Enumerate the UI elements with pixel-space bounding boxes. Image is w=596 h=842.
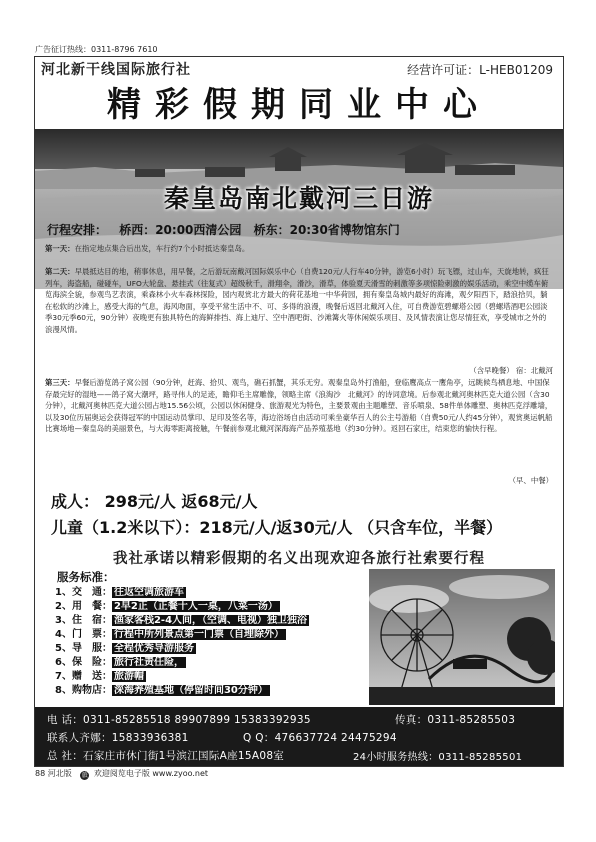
service-label: 1、交 通： xyxy=(55,587,112,598)
day1-text: 在指定地点集合后出发，车行约7个小时抵达秦皇岛。 xyxy=(74,244,250,253)
service-item xyxy=(55,600,280,613)
departure-west: 桥西：20:00西清公园 xyxy=(119,223,242,237)
day2-label: 第二天： xyxy=(45,267,75,276)
service-item xyxy=(55,614,309,627)
contact-hotline: 24小时服务热线：0311-85285501 xyxy=(353,752,523,763)
service-item xyxy=(55,656,186,669)
service-value: 全程优秀导游服务 xyxy=(113,643,194,654)
service-item xyxy=(55,670,146,683)
service-label: 8、购物店： xyxy=(55,685,112,696)
service-value: 2早2正（正餐十人一桌，八菜一汤） xyxy=(113,601,278,612)
headline: 精彩假期同业中心 xyxy=(107,85,491,125)
contact-address: 总 社：石家庄市休门街1号滨江国际A座15A08室 xyxy=(47,750,285,762)
departure-schedule xyxy=(47,221,408,238)
company-name: 河北新干线国际旅行社 xyxy=(41,62,191,78)
itinerary-day3 xyxy=(45,377,553,435)
service-label: 4、门 票： xyxy=(55,629,112,640)
contact-qq: Q Q：476637724 24475294 xyxy=(243,732,397,744)
day3-label: 第三天： xyxy=(45,378,75,387)
tour-title: 秦皇岛南北戴河三日游 xyxy=(163,184,434,213)
logo-icon: 旅 xyxy=(81,772,88,779)
service-value: 行程中所列景点第一门票（自理除外） xyxy=(113,629,284,640)
service-item xyxy=(55,628,286,641)
day3-text: 早餐后游览鸽子窝公园（90分钟，赶海、拾贝、观鸟，礁石抓蟹，其乐无穷。观秦皇岛外打渔船，登临鹰高点一鹰角亭，远眺候鸟栖息地、中国保存最完好的湿地——鸽子窝大潮坪，路寻伟人的足迹，瞻仰毛主席雕像，领略主席《浪淘沙 北戴河》的诗词意境。后参观北戴河奥林匹克大道公园（含30分钟），北戴河奥林匹克大道公园占地15.56公顷，公园以休闲健身、旅游观光为特色，主要景观由主题雕塑、音乐喷泉、58件单体雕塑、奥林匹克浮雕墙，以及30位历届奥运会获得冠军的中国运动员掌印、足印及签名等，海边浴场自由活动可乘坐豪华百人的公主号游船（自费50元/人约45分钟），观赏奥运帆船比赛场地—秦皇岛的美丽景色，与大海零距离接触，午餐前参观北戴河深海海产品养殖基地（约30分钟）。返回石家庄，结束您的愉快行程。 xyxy=(45,378,553,433)
ad-hotline: 广告征订热线：0311-8796 7610 xyxy=(35,45,158,54)
contact-person: 联系人齐娜：15833936381 xyxy=(47,732,189,744)
edition-label: 河北版 xyxy=(47,769,72,778)
day1-label: 第一天： xyxy=(45,244,75,253)
service-value: 旅行社责任险， xyxy=(113,657,184,668)
service-label: 5、导 服： xyxy=(55,643,112,654)
day3-meal-note: （早、中餐） xyxy=(508,476,553,485)
price-child: 儿童（1.2米以下）：218元/人/返30元/人 （只含车位，半餐） xyxy=(51,518,503,537)
contact-phone: 电 话：0311-85285518 89907899 15383392935 xyxy=(47,714,311,726)
price-adult: 成人： 298元/人 返68元/人 xyxy=(51,492,258,511)
service-item xyxy=(55,684,270,697)
service-value: 渔家客栈2-4人间，（空调、电视）独卫独浴 xyxy=(113,615,308,626)
service-label: 2、用 餐： xyxy=(55,601,112,612)
page-number: 88 xyxy=(35,769,46,778)
service-value: 深海养殖基地（停留时间30分钟） xyxy=(113,685,268,696)
contact-fax: 传真：0311-85285503 xyxy=(395,714,516,726)
service-item xyxy=(55,642,196,655)
service-value: 旅游帽 xyxy=(113,671,144,682)
header-band xyxy=(35,57,563,131)
service-label: 6、保 险： xyxy=(55,657,112,668)
footer-text[interactable]: 欢迎阅览电子版 www.zyoo.net xyxy=(93,769,209,778)
itinerary-day2 xyxy=(45,266,553,335)
service-standards xyxy=(49,569,367,705)
service-label: 3、住 宿： xyxy=(55,615,112,626)
advertisement-frame xyxy=(34,56,564,767)
day2-text: 早晨抵达目的地，稍事休息，用早餐，之后游玩南戴河国际娱乐中心（自费120元/人行车40分钟，游览6小时）玩飞镖，过山车，天旋地转，疯狂列车，海盗船，碰碰车，UFO大轮盘、悬挂式（往复式）超级秋千，滑翔伞，滑沙，滑草，体验夏天滑雪的刺激等多项惊险刺激的娱乐活动，乘空中缆车俯览海滨全貌，参观鸟艺表演，乘森林小火车森林探险，园内观赏北方最大的荷花基地一中华荷园，拥有秦皇岛城内最好的海滩，观夕阳西下，踏浪拾贝，躺在松软的沙滩上，感受大海的气息，海风吻面，享受平常生活中不、可、多得的浪漫，晚餐后返回北戴河入住，可自费游览碧螺塔公园（碧螺塔酒吧公园淡季30元季60元，90分钟）夜晚更有独具特色的海鲜排挡、海上迪厅、空中酒吧街、沙滩篝火等休闲娱乐项目、及风情表演让您尽情狂欢，享受城市之外的浪漫风情。 xyxy=(45,267,549,334)
service-value: 往返空调旅游车 xyxy=(113,587,184,598)
departure-east: 桥东：20:30省博物馆东门 xyxy=(253,223,400,237)
contact-panel xyxy=(35,707,563,766)
service-label: 7、赠 送： xyxy=(55,671,112,682)
page-footer xyxy=(35,768,208,780)
day2-meal-note: （含早晚餐） 宿：北戴河 xyxy=(469,366,553,375)
service-item xyxy=(55,586,186,599)
promise-text: 我社承诺以精彩假期的名义出现欢迎各旅行社索要行程 xyxy=(113,551,485,567)
itinerary-day1 xyxy=(45,243,553,255)
departure-label: 行程安排： xyxy=(47,223,108,237)
amusement-park-photo xyxy=(369,569,555,705)
license-number: 经营许可证：L-HEB01209 xyxy=(407,63,553,77)
service-title: 服务标准： xyxy=(57,570,115,584)
